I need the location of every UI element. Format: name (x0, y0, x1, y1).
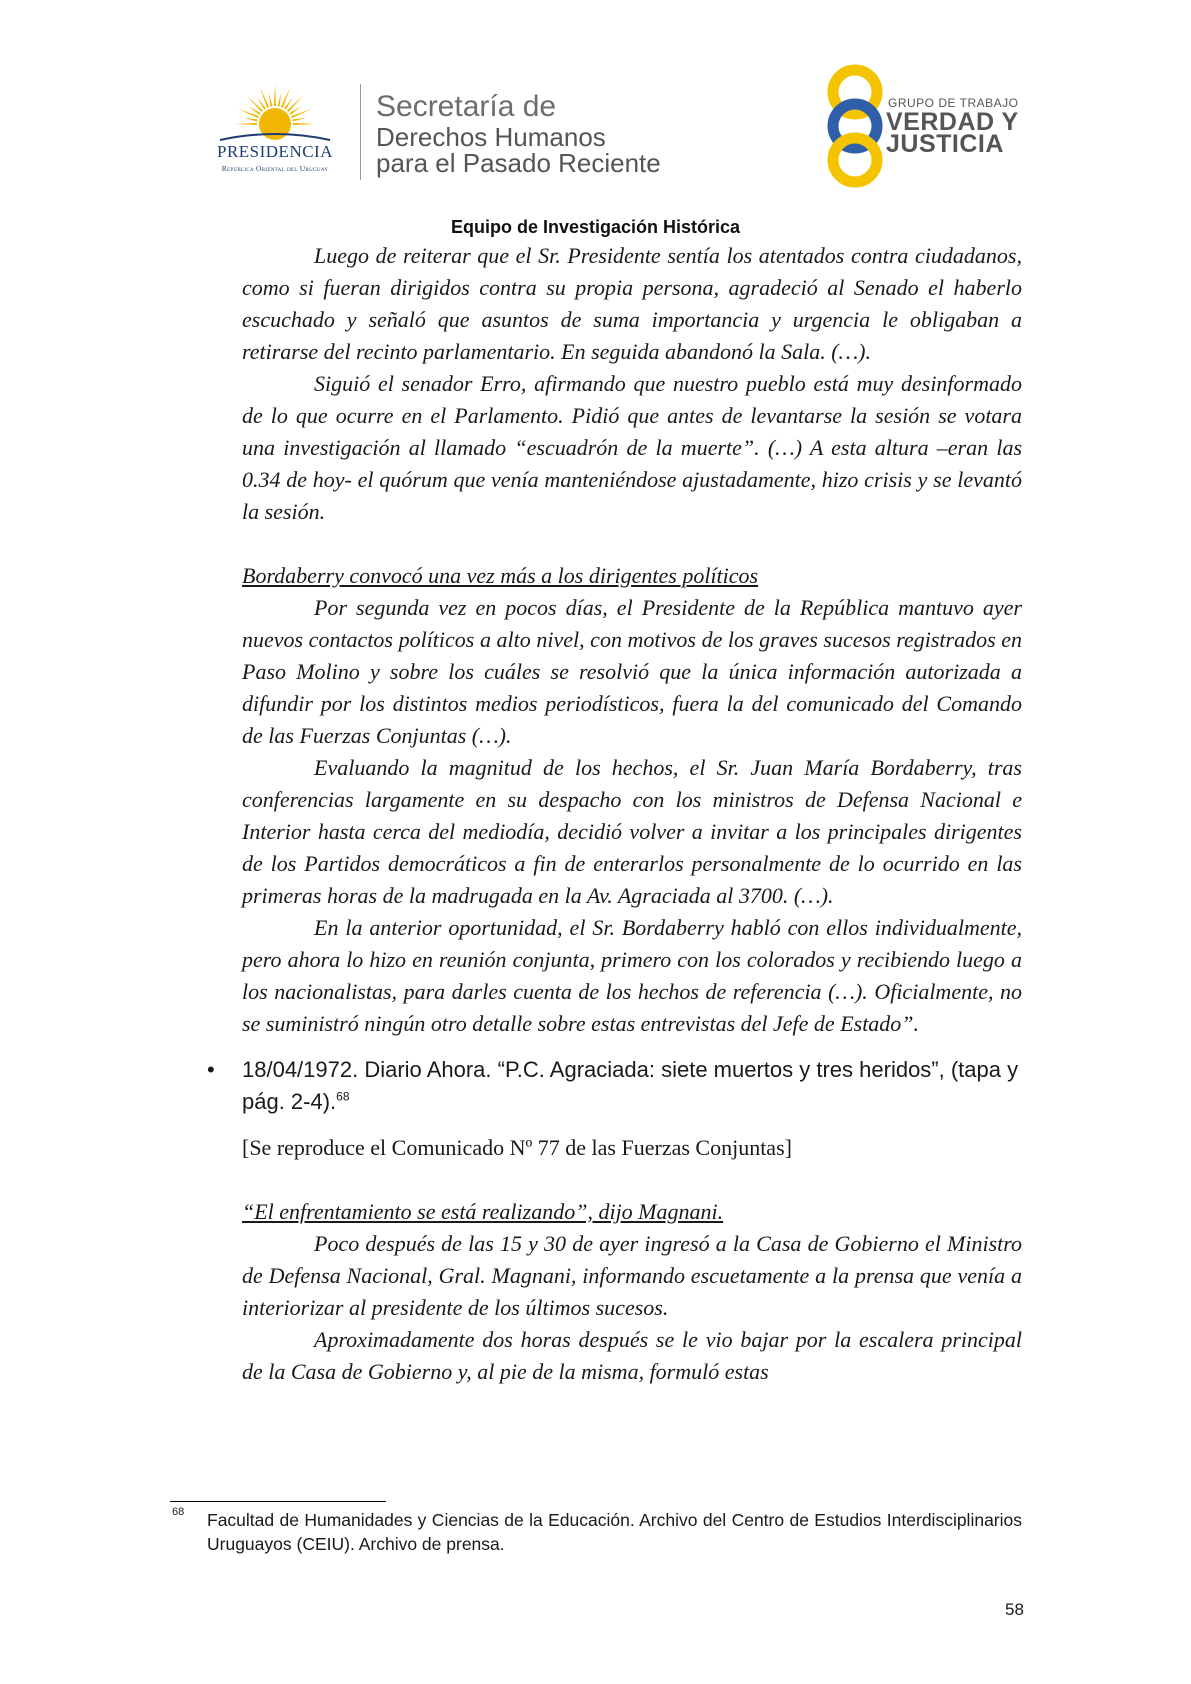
paragraph-3: Por segunda vez en pocos días, el Presidente de la República mantuvo ayer nuevos contactos políticos a alto nivel, con motivos de los graves sucesos registrados en Paso Molino y sobre los cuáles se resolvió que la única información autorizada a difundir por los distintos medios periodísticos, fuera la del comunicado del Comando de las Fuerzas Conjuntas (…). (242, 595, 1022, 748)
bullet-item (207, 1054, 1022, 1118)
sun-ray (292, 118, 306, 122)
section-heading-2: “El enfrentamiento se está realizando”, dijo Magnani. (242, 1199, 724, 1224)
group-line-2: VERDAD Y (886, 108, 1019, 136)
page-number: 58 (1005, 1600, 1024, 1619)
paragraph-4: Evaluando la magnitud de los hechos, el Sr. Juan María Bordaberry, tras conferencias largamente en su despacho con los ministros de Defensa Nacional e Interior hasta cerca del mediodía, decidió volver a invitar a los principales dirigentes de los Partidos democráticos a fin de enterarlos personalmente de lo ocurrido en las primeras horas de la madrugada en la Av. Agraciada al 3700. (…). (242, 755, 1022, 908)
sun-ray (238, 109, 259, 118)
sun-ray (247, 96, 263, 112)
group-line-1: GRUPO DE TRABAJO (888, 96, 1019, 110)
group-line-3: JUSTICIA (886, 130, 1004, 158)
page-header (0, 0, 1191, 237)
section-heading-1: Bordaberry convocó una vez más a los dirigentes políticos (242, 563, 759, 588)
paragraph-1: Luego de reiterar que el Sr. Presidente sentía los atentados contra ciudadanos, como si fueran dirigidos contra su propia persona, agradeció al Senado el haberlo escuchado y señaló que asuntos de suma importancia y urgencia le obligaban a retirarse del recinto parlamentario. En seguida abandonó la Sala. (…). (242, 243, 1022, 364)
sun-ray (281, 87, 290, 108)
bullet-text: 18/04/1972. Diario Ahora. “P.C. Agraciada: siete muertos y tres heridos”, (tapa y pág. 2-4). (242, 1057, 1019, 1114)
sun-ray (235, 123, 257, 125)
footnote-rule (170, 1501, 386, 1502)
sun-ray (244, 118, 258, 122)
secretaria-line-2: Derechos Humanos (376, 122, 606, 152)
spacer (242, 1164, 1022, 1196)
secretaria-line-1: Secretaría de (376, 90, 557, 123)
team-title: Equipo de Investigación Histórica (450, 217, 741, 237)
header-divider (360, 84, 361, 180)
sun-ray (277, 93, 281, 107)
document-body (207, 240, 1022, 1388)
footnote-text: Facultad de Humanidades y Ciencias de la Educación. Archivo del Centro de Estudios Interdisciplinarios Uruguayos (CEIU). Archivo de prensa. (207, 1510, 1022, 1554)
sun-ray (274, 84, 276, 106)
sun-ray (291, 109, 312, 118)
bullet-icon: • (207, 1057, 215, 1082)
paragraph-7: Aproximadamente dos horas después se le vio bajar por la escalera principal de la Casa de Gobierno y, al pie de la misma, formuló estas (242, 1327, 1022, 1384)
sun-ray (260, 87, 269, 108)
paragraph-5: En la anterior oportunidad, el Sr. Bordaberry habló con ellos individualmente, pero ahora lo hizo en reunión conjunta, primero con los colorados y recibiendo luego a los nacionalistas, para darles cuenta de los hechos de referencia (…). Oficialmente, no se suministró ningún otro detalle sobre estas entrevistas del Jefe de Estado”. (242, 915, 1022, 1036)
secretaria-line-3: para el Pasado Reciente (376, 148, 661, 178)
paragraph-2: Siguió el senador Erro, afirmando que nuestro pueblo está muy desinformado de lo que ocurre en el Parlamento. Pidió que antes de levantarse la sesión se votara una investigación al llamado “escuadrón de la muerte”. (…) A esta altura –eran las 0.34 de hoy- el quórum que venía manteniéndose ajustadamente, hizo crisis y se levantó la sesión. (242, 371, 1022, 524)
sun-ray (269, 93, 273, 107)
presidencia-name: PRESIDENCIA (216, 142, 333, 161)
sun-ray (293, 123, 315, 125)
spacer (242, 528, 1022, 560)
bracket-note: [Se reproduce el Comunicado Nº 77 de las Fuerzas Conjuntas] (242, 1135, 792, 1160)
presidencia-subtitle: República Oriental del Uruguay (221, 164, 329, 173)
footnote-ref[interactable]: 68 (336, 1089, 350, 1104)
sun-ray (287, 96, 303, 112)
footnote-number: 68 (172, 1506, 185, 1518)
paragraph-6: Poco después de las 15 y 30 de ayer ingresó a la Casa de Gobierno el Ministro de Defensa Nacional, Gral. Magnani, informando escuetamente a la prensa que venía a interiorizar al presidente de los últimos sucesos. (242, 1231, 1022, 1320)
